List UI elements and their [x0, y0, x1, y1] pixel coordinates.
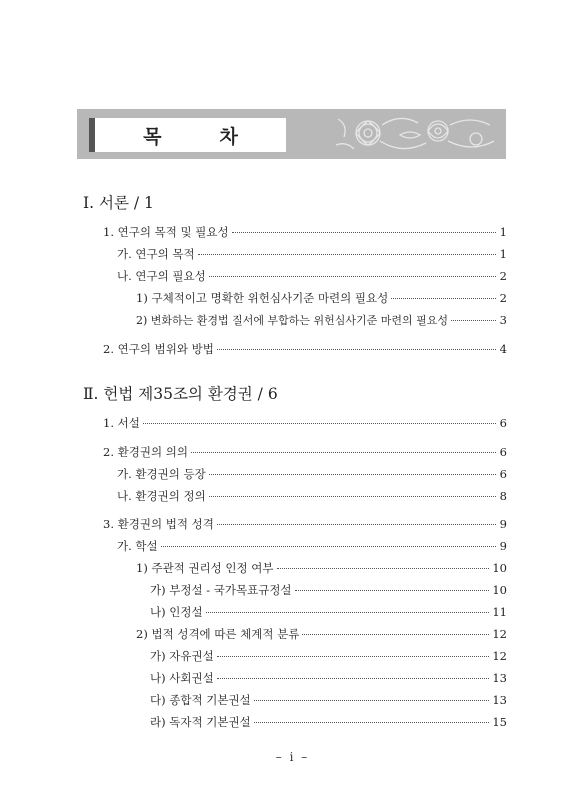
leader-dots: [209, 495, 496, 497]
toc-entry[interactable]: [103, 341, 507, 357]
toc-entry[interactable]: [117, 268, 507, 284]
leader-dots: [217, 655, 490, 657]
leader-dots: [206, 611, 490, 613]
toc-entry-label: 라) 독자적 기본권설: [150, 715, 251, 729]
toc-entry-label: 2. 환경권의 의의: [103, 445, 188, 459]
toc-entry[interactable]: [150, 692, 507, 708]
toc-entry-label: 1) 구체적이고 명확한 위헌심사기준 마련의 필요성: [136, 291, 389, 305]
chapter-heading-2: Ⅱ. 헌법 제35조의 환경권 / 6: [83, 385, 278, 403]
leader-dots: [191, 451, 496, 453]
toc-entry-label: 2) 법적 성격에 따른 체계적 분류: [136, 627, 300, 641]
toc-entry-page: 8: [499, 489, 507, 503]
toc-entry-label: 나. 연구의 필요성: [117, 269, 206, 283]
toc-entry[interactable]: [103, 415, 507, 431]
leader-dots: [277, 567, 490, 569]
toc-title: [89, 118, 286, 152]
toc-entry-label: 나) 인정설: [150, 605, 203, 619]
leader-dots: [254, 721, 490, 723]
toc-entry-label: 가) 자유권설: [150, 649, 214, 663]
toc-entry-page: 6: [499, 416, 507, 430]
toc-entry[interactable]: [136, 560, 507, 576]
leader-dots: [217, 677, 490, 679]
toc-entry[interactable]: [150, 582, 507, 598]
toc-entry[interactable]: [103, 224, 507, 240]
toc-entry-page: 10: [492, 561, 507, 575]
toc-entry[interactable]: [150, 604, 507, 620]
toc-entry[interactable]: [117, 466, 507, 482]
toc-title-right: 차: [219, 125, 238, 148]
toc-entry[interactable]: [103, 444, 507, 460]
toc-entry-page: 6: [499, 467, 507, 481]
leader-dots: [391, 297, 496, 299]
toc-entry-label: 1) 주관적 권리성 인정 여부: [136, 561, 274, 575]
toc-entry-label: 2. 연구의 범위와 방법: [103, 342, 214, 356]
toc-entry-page: 1: [499, 225, 507, 239]
toc-entry-page: 15: [492, 715, 507, 729]
leader-dots: [161, 545, 496, 547]
toc-entry-page: 12: [492, 627, 507, 641]
leader-dots: [209, 473, 496, 475]
leader-dots: [217, 348, 496, 350]
leader-dots: [209, 275, 496, 277]
toc-entry[interactable]: [136, 312, 507, 328]
toc-entry-label: 나) 사회권설: [150, 671, 214, 685]
toc-entry-page: 11: [492, 605, 507, 619]
toc-entry-page: 3: [499, 313, 507, 327]
toc-entry-label: 1. 서설: [103, 416, 140, 430]
toc-entry-page: 2: [499, 269, 507, 283]
toc-entry-label: 가. 연구의 목적: [117, 247, 195, 261]
toc-entry-label: 다) 종합적 기본권설: [150, 693, 251, 707]
toc-entry-label: 가. 환경권의 등장: [117, 467, 206, 481]
leader-dots: [143, 422, 496, 424]
toc-entry[interactable]: [150, 714, 507, 730]
toc-entry-label: 1. 연구의 목적 및 필요성: [103, 225, 229, 239]
leader-dots: [232, 231, 496, 233]
toc-entry-label: 가. 학설: [117, 539, 158, 553]
leader-dots: [295, 589, 490, 591]
toc-entry-page: 6: [499, 445, 507, 459]
toc-entry-label: 3. 환경권의 법적 성격: [103, 517, 214, 531]
toc-entry-label: 2) 변화하는 환경법 질서에 부합하는 위헌심사기준 마련의 필요성: [136, 314, 449, 327]
toc-entry[interactable]: [117, 488, 507, 504]
toc-entry[interactable]: [136, 290, 507, 306]
toc-entry[interactable]: [117, 538, 507, 554]
leader-dots: [254, 699, 490, 701]
toc-entry-page: 1: [499, 247, 507, 261]
toc-entry-page: 9: [499, 539, 507, 553]
leader-dots: [302, 633, 489, 635]
toc-entry-page: 2: [499, 291, 507, 305]
toc-entry-label: 나. 환경권의 정의: [117, 489, 206, 503]
toc-entry-page: 4: [499, 342, 507, 356]
toc-entry[interactable]: [136, 626, 507, 642]
toc-entry-page: 9: [499, 517, 507, 531]
toc-banner: [77, 109, 506, 159]
toc-entry[interactable]: [103, 516, 507, 532]
leader-dots: [451, 319, 496, 321]
page-number: – i –: [275, 750, 310, 764]
toc-entry[interactable]: [150, 648, 507, 664]
toc-entry[interactable]: [117, 246, 507, 262]
toc-entry-page: 10: [492, 583, 507, 597]
leader-dots: [217, 523, 496, 525]
toc-entry-page: 12: [492, 649, 507, 663]
floral-ornament-icon: [330, 111, 500, 157]
toc-title-left: 목: [143, 125, 162, 148]
toc-entry[interactable]: [150, 670, 507, 686]
toc-entry-page: 13: [492, 693, 507, 707]
leader-dots: [198, 253, 496, 255]
toc-entry-label: 가) 부정설 - 국가목표규정설: [150, 583, 292, 597]
toc-entry-page: 13: [492, 671, 507, 685]
chapter-heading-1: Ⅰ. 서론 / 1: [83, 194, 154, 212]
